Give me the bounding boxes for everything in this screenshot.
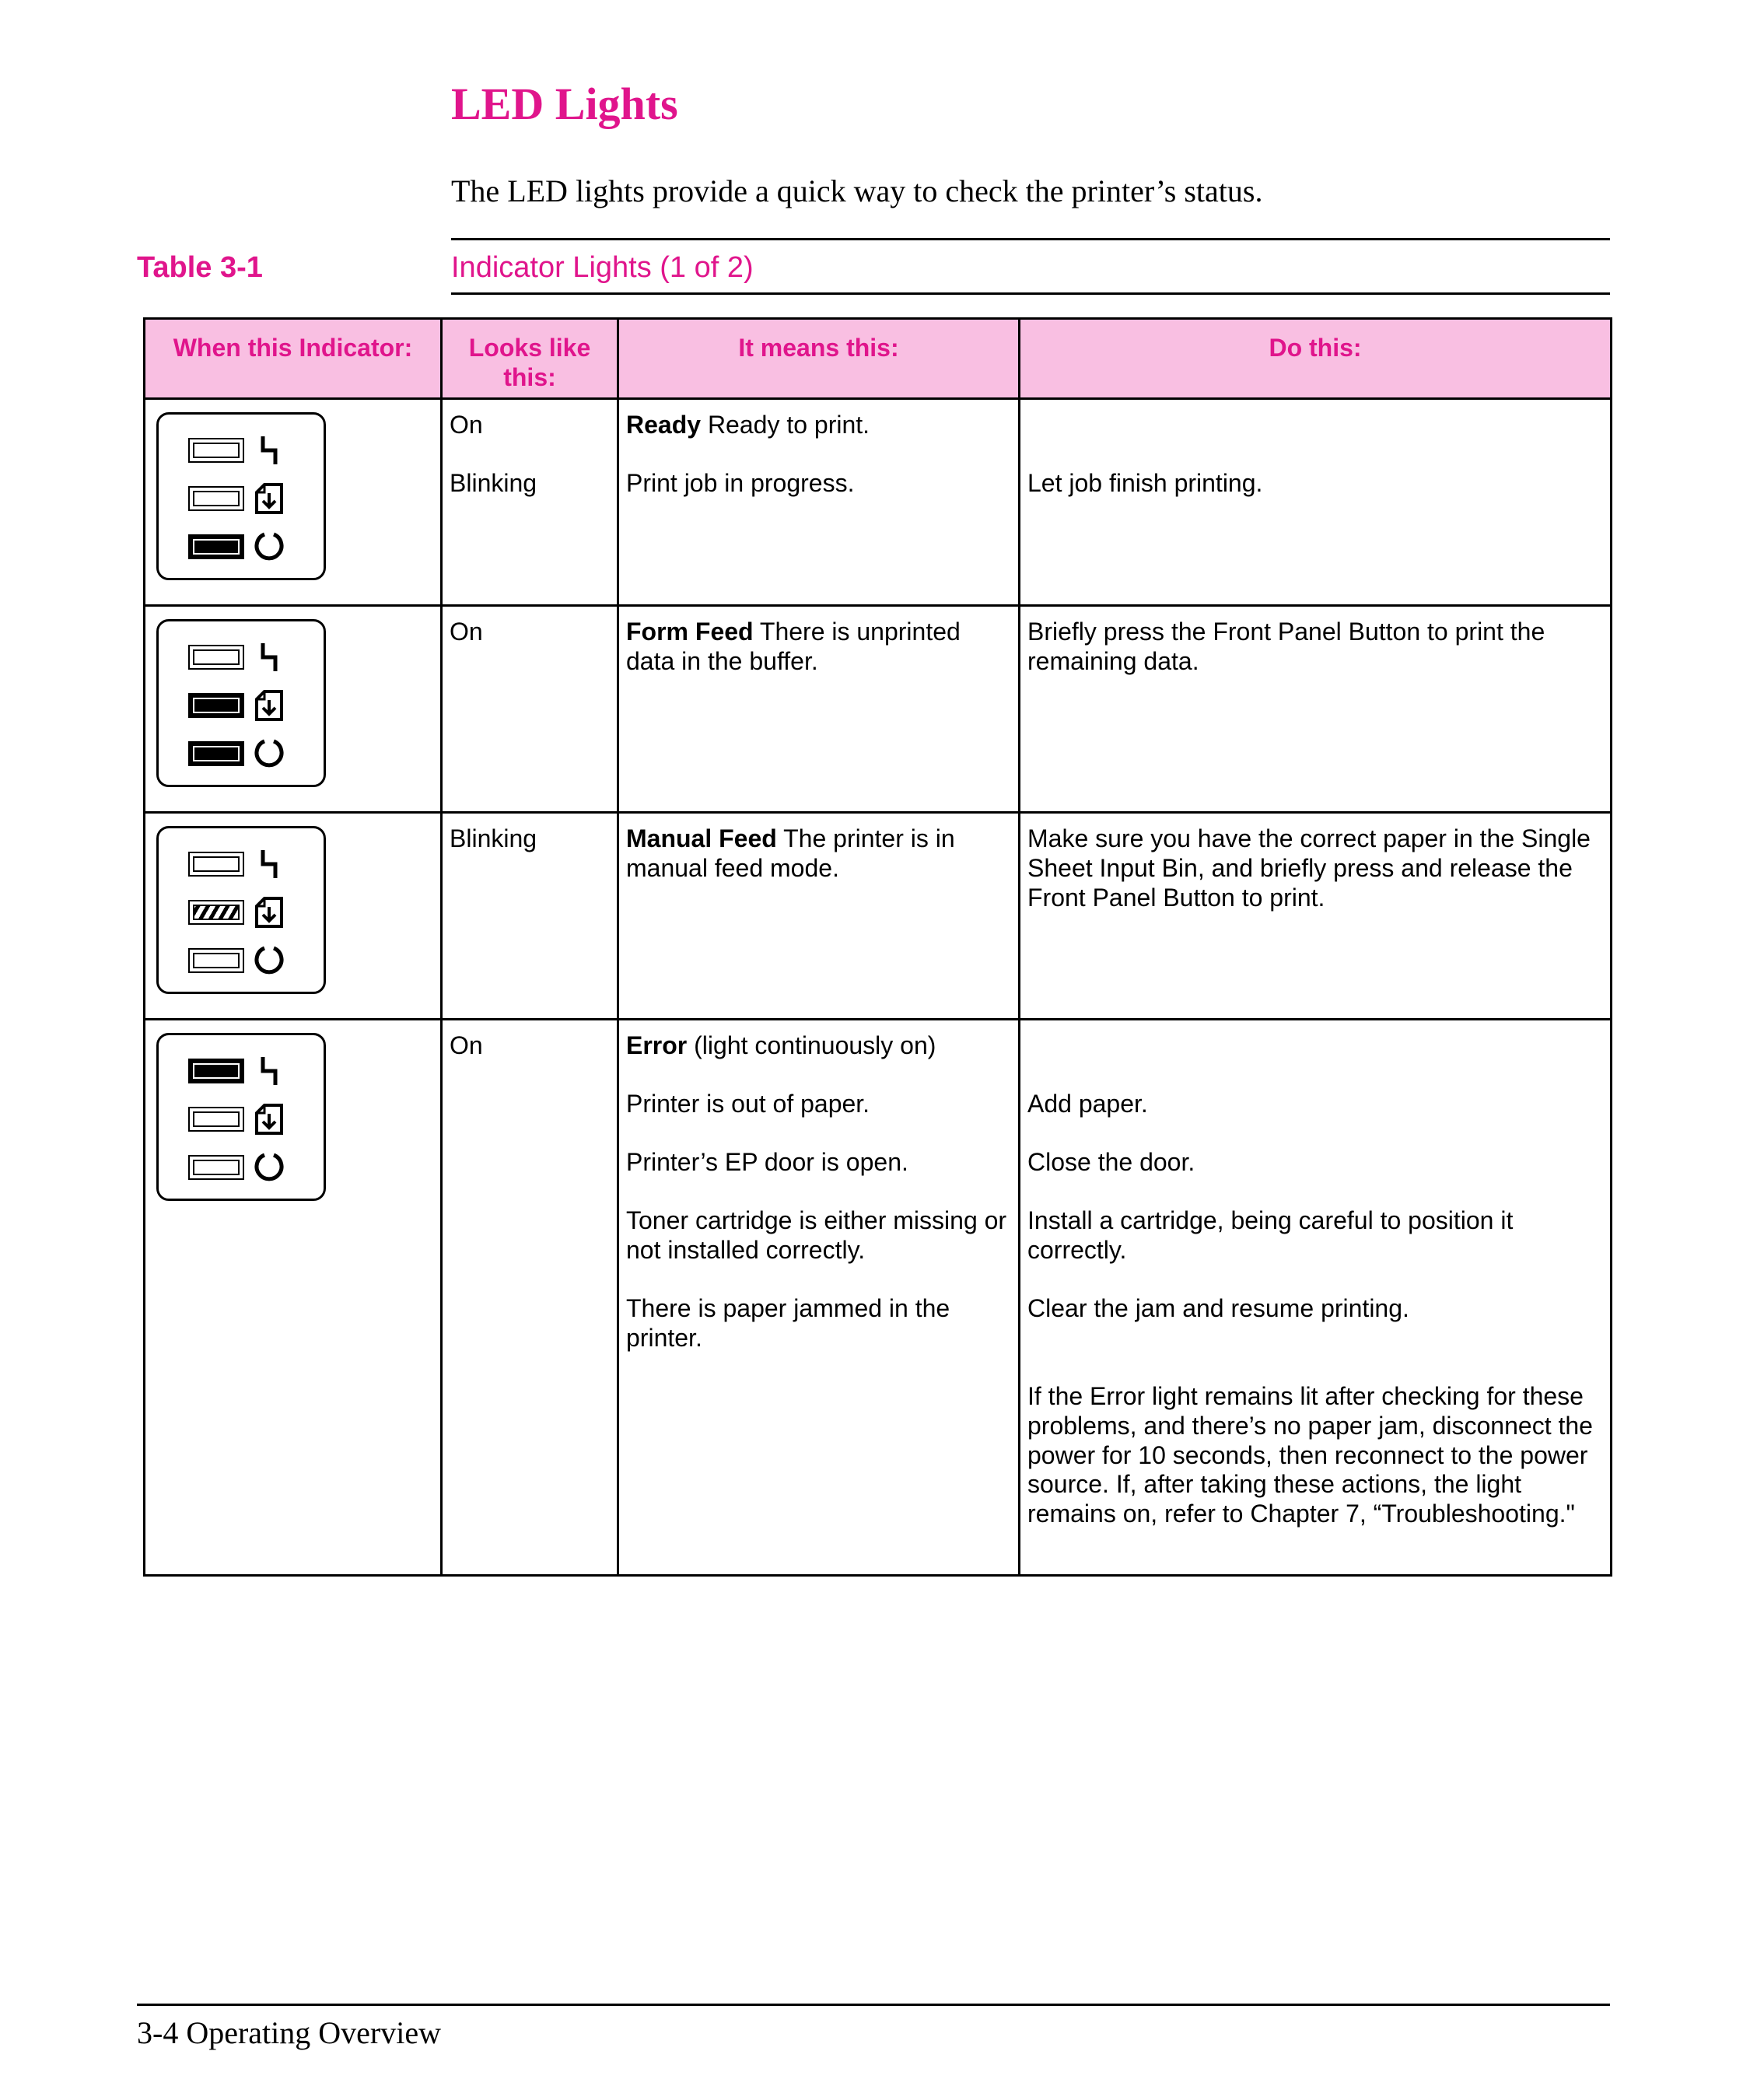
led-panel <box>156 619 326 787</box>
looks-text: On <box>450 411 483 439</box>
action-text: Close the door. <box>1027 1148 1195 1176</box>
condition-name: Ready <box>626 411 702 439</box>
caption-top-rule <box>451 238 1610 240</box>
led-light-off <box>188 852 244 877</box>
led-light-blinking <box>188 900 244 925</box>
action-text: Make sure you have the correct paper in the Single Sheet Input Bin, and briefly press and release the Front Panel Button to print. <box>1027 824 1591 912</box>
table-caption: Indicator Lights (1 of 2) <box>451 251 754 284</box>
ready-icon <box>252 943 286 978</box>
means-text: Toner cartridge is either missing or not installed correctly. <box>626 1206 1007 1264</box>
header-looks: Looks like this: <box>442 319 618 399</box>
caption-bottom-rule <box>451 292 1610 295</box>
led-panel <box>156 826 326 994</box>
error-icon <box>252 847 286 881</box>
action-text: Let job finish printing. <box>1027 469 1263 497</box>
table-row <box>145 813 1612 1020</box>
looks-text: On <box>450 1031 483 1059</box>
page-footer: 3-4 Operating Overview <box>137 2015 441 2050</box>
led-light-off <box>188 948 244 973</box>
table-row <box>145 606 1612 813</box>
intro-paragraph: The LED lights provide a quick way to check the printer’s status. <box>451 173 1263 208</box>
means-text: Printer is out of paper. <box>626 1090 870 1118</box>
table-row <box>145 399 1612 606</box>
indicator-cell <box>145 606 442 813</box>
action-cell <box>1020 813 1612 1020</box>
action-text <box>1027 1031 1604 1061</box>
led-light-off <box>188 1107 244 1132</box>
looks-cell <box>442 813 618 1020</box>
means-cell <box>618 1020 1020 1576</box>
action-text: If the Error light remains lit after checking for these problems, and there’s no paper jam, disconnect the power for 10 seconds, then reconnect to the power source. If, after taking these actions, the light remains on, refer to Chapter 7, “Troubleshooting." <box>1027 1382 1593 1528</box>
indicator-cell <box>145 1020 442 1576</box>
led-panel <box>156 1033 326 1201</box>
form-feed-icon <box>252 1102 286 1136</box>
footer-rule <box>137 2004 1610 2006</box>
table-row <box>145 1020 1612 1576</box>
table-body <box>145 399 1612 1576</box>
ready-icon <box>252 530 286 564</box>
looks-cell <box>442 606 618 813</box>
form-feed-icon <box>252 895 286 929</box>
header-means: It means this: <box>618 319 1020 399</box>
means-text: Ready Ready to print. <box>626 411 870 439</box>
condition-name: Manual Feed <box>626 824 777 852</box>
led-light-off <box>188 1155 244 1180</box>
means-text: There is paper jammed in the printer. <box>626 1294 950 1352</box>
led-light-on <box>188 1059 244 1083</box>
led-light-off <box>188 645 244 670</box>
error-icon <box>252 1054 286 1088</box>
led-light-off <box>188 438 244 463</box>
action-text: Add paper. <box>1027 1090 1148 1118</box>
form-feed-icon <box>252 481 286 516</box>
led-light-on <box>188 741 244 766</box>
means-text: Manual Feed The printer is in manual feed mode. <box>626 824 955 882</box>
condition-name: Error <box>626 1031 688 1059</box>
header-action: Do this: <box>1020 319 1612 399</box>
indicator-table <box>143 317 1612 1577</box>
ready-icon <box>252 737 286 771</box>
action-cell <box>1020 1020 1612 1576</box>
error-icon <box>252 640 286 674</box>
looks-text: Blinking <box>450 824 537 852</box>
error-icon <box>252 433 286 467</box>
means-cell <box>618 399 1020 606</box>
means-cell <box>618 813 1020 1020</box>
means-text: Print job in progress. <box>626 469 855 497</box>
action-cell <box>1020 399 1612 606</box>
led-light-on <box>188 693 244 718</box>
means-text: Printer’s EP door is open. <box>626 1148 908 1176</box>
indicator-cell <box>145 813 442 1020</box>
led-light-off <box>188 486 244 511</box>
looks-cell <box>442 1020 618 1576</box>
table-number: Table 3-1 <box>137 251 263 284</box>
led-panel <box>156 412 326 580</box>
means-text: Form Feed There is unprinted data in the buffer. <box>626 618 961 675</box>
led-light-on <box>188 534 244 559</box>
looks-text: Blinking <box>450 469 537 497</box>
means-cell <box>618 606 1020 813</box>
action-text <box>1027 411 1604 440</box>
page-title: LED Lights <box>451 79 678 129</box>
action-text: Briefly press the Front Panel Button to print the remaining data. <box>1027 618 1545 675</box>
looks-cell <box>442 399 618 606</box>
action-cell <box>1020 606 1612 813</box>
form-feed-icon <box>252 688 286 723</box>
means-text: Error (light continuously on) <box>626 1031 936 1059</box>
action-text: Install a cartridge, being careful to position it correctly. <box>1027 1206 1514 1264</box>
ready-icon <box>252 1150 286 1185</box>
action-text: Clear the jam and resume printing. <box>1027 1294 1409 1322</box>
condition-name: Form Feed <box>626 618 754 646</box>
indicator-cell <box>145 399 442 606</box>
header-indicator: When this Indicator: <box>145 319 442 399</box>
looks-text: On <box>450 618 483 646</box>
table-header-row <box>145 319 1612 399</box>
